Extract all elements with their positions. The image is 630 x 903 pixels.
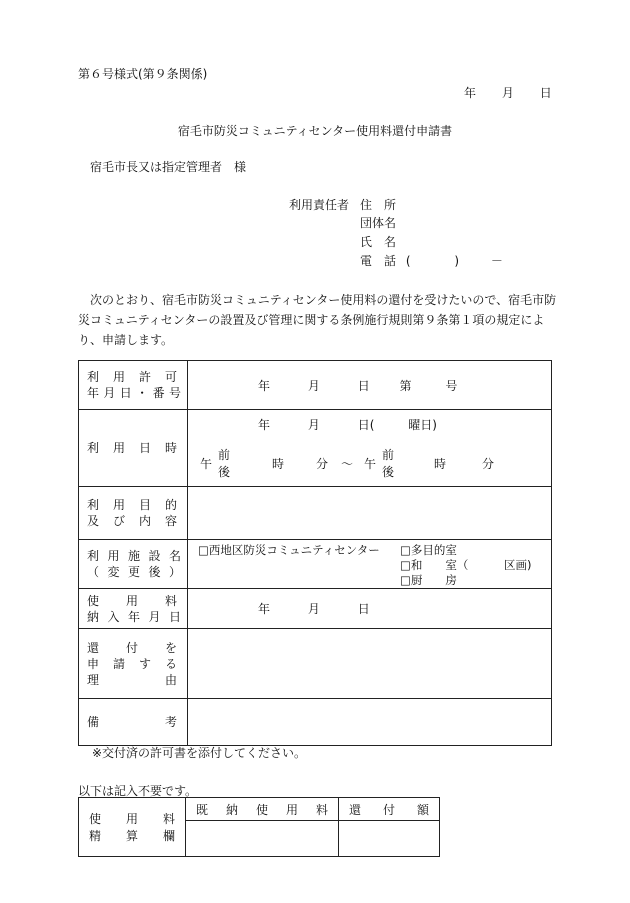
label-char: 付 bbox=[382, 802, 395, 817]
phone-field bbox=[360, 252, 503, 269]
weekday-label: 曜日) bbox=[408, 418, 437, 432]
phone-close-paren: ) bbox=[454, 254, 460, 268]
label-char: 入 bbox=[107, 609, 120, 624]
label-char: 理 bbox=[87, 672, 100, 687]
usage-datetime-content[interactable] bbox=[188, 410, 552, 487]
label-char: 設 bbox=[148, 549, 161, 563]
label-char: 及 bbox=[87, 514, 100, 528]
label-char: 由 bbox=[164, 672, 177, 687]
ward-label: 区画) bbox=[504, 558, 532, 572]
remarks-row bbox=[79, 699, 552, 746]
label-char: 既 bbox=[196, 802, 209, 817]
label-char: 考 bbox=[164, 715, 177, 729]
label-char: 額 bbox=[416, 802, 429, 817]
label-char: ・ bbox=[136, 386, 149, 400]
payment-date-label bbox=[79, 589, 188, 629]
paid-fee-cell[interactable] bbox=[186, 821, 339, 857]
label-char: る bbox=[164, 656, 177, 671]
label-char: （ bbox=[87, 565, 100, 579]
label-char: 日 bbox=[138, 441, 151, 455]
month-label: 月 bbox=[307, 418, 320, 432]
paid-fee-header bbox=[186, 798, 339, 821]
tilde-separator: ～ bbox=[341, 457, 354, 471]
refund-amount-header bbox=[339, 798, 440, 821]
attachment-note: ※交付済の許可書を添付してください。 bbox=[92, 746, 307, 760]
permit-content[interactable] bbox=[188, 361, 552, 410]
minute-label-from: 分 bbox=[316, 457, 329, 471]
label-char: 変 bbox=[107, 565, 120, 579]
label-char: 利 bbox=[87, 498, 100, 512]
address-field: 住 所 bbox=[360, 198, 397, 212]
label-char: を bbox=[164, 640, 177, 655]
label-char: 使 bbox=[87, 593, 100, 608]
label-char: 後 bbox=[148, 565, 161, 579]
remarks-label bbox=[79, 699, 188, 746]
label-char: 内 bbox=[138, 514, 151, 528]
label-char: 用 bbox=[107, 549, 120, 563]
am-label-from: 前 bbox=[218, 448, 231, 462]
settlement-label bbox=[79, 798, 186, 857]
fee-settlement-table bbox=[78, 797, 440, 857]
document-title: 宿毛市防災コミュニティセンター使用料還付申請書 bbox=[177, 124, 453, 138]
day-label: 日 bbox=[357, 602, 370, 616]
label-char: 算 bbox=[125, 829, 138, 843]
label-char: 月 bbox=[148, 609, 161, 624]
label-char: ） bbox=[168, 565, 181, 579]
label-char: 納 bbox=[87, 609, 100, 624]
label-char: 利 bbox=[87, 441, 100, 455]
room-checkbox-japanese[interactable]: □和 室（ bbox=[400, 558, 469, 572]
hour-label-to: 時 bbox=[434, 457, 447, 471]
label-char: 料 bbox=[162, 812, 175, 826]
hour-label-from: 時 bbox=[272, 457, 285, 471]
label-char: 還 bbox=[349, 802, 362, 817]
addressee: 宿毛市長又は指定管理者 様 bbox=[90, 160, 247, 174]
refund-amount-cell[interactable] bbox=[339, 821, 440, 857]
refund-reason-content[interactable] bbox=[188, 629, 552, 699]
body-text: 次のとおり、宿毛市防災コミュニティセンター使用料の還付を受けたいので、宿毛市防災コミュニティセンターの設置及び管理に関する条例施行規則第９条第１項の規定により、申請します。 bbox=[78, 293, 557, 347]
year-label: 年 bbox=[258, 418, 271, 432]
label-char: 利 bbox=[87, 549, 100, 563]
facility-checkbox-west-center[interactable]: □西地区防災コミュニティセンター bbox=[198, 543, 380, 557]
label-char: 年 bbox=[127, 609, 140, 624]
purpose-label bbox=[79, 487, 188, 540]
month-label: 月 bbox=[501, 86, 514, 100]
form-number: 第６号様式(第９条関係) bbox=[78, 67, 208, 81]
application-table bbox=[78, 360, 552, 746]
label-char: 料 bbox=[164, 593, 177, 608]
number-suffix: 号 bbox=[445, 378, 458, 393]
room-checkbox-multipurpose[interactable]: □多目的室 bbox=[400, 543, 457, 557]
facility-row bbox=[79, 540, 552, 589]
year-label: 年 bbox=[258, 602, 271, 616]
room-checkbox-kitchen[interactable]: □厨 房 bbox=[400, 573, 457, 587]
label-char: 的 bbox=[164, 498, 177, 512]
payment-date-row bbox=[79, 589, 552, 629]
label-char: 年 bbox=[87, 386, 100, 400]
label-char: 日 bbox=[168, 609, 181, 624]
am-label-to: 前 bbox=[382, 448, 395, 462]
label-char: び bbox=[112, 514, 125, 528]
label-char: 精 bbox=[89, 829, 102, 843]
group-name-field: 団体名 bbox=[360, 216, 397, 230]
phone-open-paren: ( bbox=[405, 254, 411, 268]
permit-label bbox=[79, 361, 188, 410]
no-entry-note: 以下は記入不要です。 bbox=[78, 784, 198, 798]
label-char: 日 bbox=[119, 386, 132, 400]
payment-date-content[interactable] bbox=[188, 589, 552, 629]
facility-content bbox=[188, 540, 552, 589]
label-char: 使 bbox=[255, 802, 268, 817]
month-label: 月 bbox=[307, 378, 320, 393]
year-label: 年 bbox=[258, 378, 271, 393]
label-char: 容 bbox=[164, 514, 177, 528]
label-char: 用 bbox=[112, 370, 125, 384]
phone-label: 電 話 bbox=[360, 254, 397, 268]
applicant-label: 利用責任者 bbox=[289, 198, 350, 212]
purpose-row bbox=[79, 487, 552, 540]
year-label: 年 bbox=[464, 86, 477, 100]
pm-label-to: 後 bbox=[382, 465, 395, 479]
label-char: 申 bbox=[87, 656, 100, 671]
label-char: 用 bbox=[112, 441, 125, 455]
label-char: 請 bbox=[112, 656, 125, 671]
permit-row bbox=[79, 361, 552, 410]
refund-reason-label bbox=[79, 629, 188, 699]
label-char: 納 bbox=[225, 802, 238, 817]
refund-reason-row bbox=[79, 629, 552, 699]
day-label: 日( bbox=[357, 418, 375, 432]
label-char: 時 bbox=[164, 441, 177, 455]
label-char: 用 bbox=[125, 812, 138, 826]
label-char: 用 bbox=[285, 802, 298, 817]
label-char: 使 bbox=[89, 812, 102, 826]
purpose-content[interactable] bbox=[188, 487, 552, 540]
label-char: 可 bbox=[164, 370, 177, 384]
facility-label bbox=[79, 540, 188, 589]
label-char: 備 bbox=[87, 715, 100, 729]
label-char: 許 bbox=[138, 370, 151, 384]
number-prefix: 第 bbox=[399, 378, 412, 393]
label-char: 月 bbox=[103, 386, 116, 400]
name-field: 氏 名 bbox=[360, 235, 397, 249]
label-char: 番 bbox=[152, 386, 165, 400]
label-char: 料 bbox=[315, 802, 328, 817]
label-char: 利 bbox=[87, 370, 100, 384]
pm-label-from: 後 bbox=[218, 465, 231, 479]
label-char: 欄 bbox=[162, 829, 175, 843]
label-char: 号 bbox=[168, 386, 181, 400]
minute-label-to: 分 bbox=[482, 457, 495, 471]
usage-datetime-row bbox=[79, 410, 552, 487]
label-char: 用 bbox=[112, 498, 125, 512]
label-char: す bbox=[138, 656, 151, 671]
label-char: 名 bbox=[168, 549, 181, 563]
label-char: 施 bbox=[127, 549, 140, 563]
label-char: 更 bbox=[127, 565, 140, 579]
ampm-prefix-to: 午 bbox=[364, 457, 377, 471]
remarks-content[interactable] bbox=[188, 699, 552, 746]
label-char: 付 bbox=[125, 640, 138, 655]
usage-datetime-label bbox=[79, 410, 188, 487]
ampm-prefix-from: 午 bbox=[200, 457, 213, 471]
label-char: 還 bbox=[87, 640, 100, 655]
day-label: 日 bbox=[539, 86, 552, 100]
label-char: 用 bbox=[125, 593, 138, 608]
month-label: 月 bbox=[307, 602, 320, 616]
phone-dash: － bbox=[490, 254, 503, 268]
label-char: 目 bbox=[138, 498, 151, 512]
date-line bbox=[464, 84, 552, 101]
day-label: 日 bbox=[357, 378, 370, 393]
